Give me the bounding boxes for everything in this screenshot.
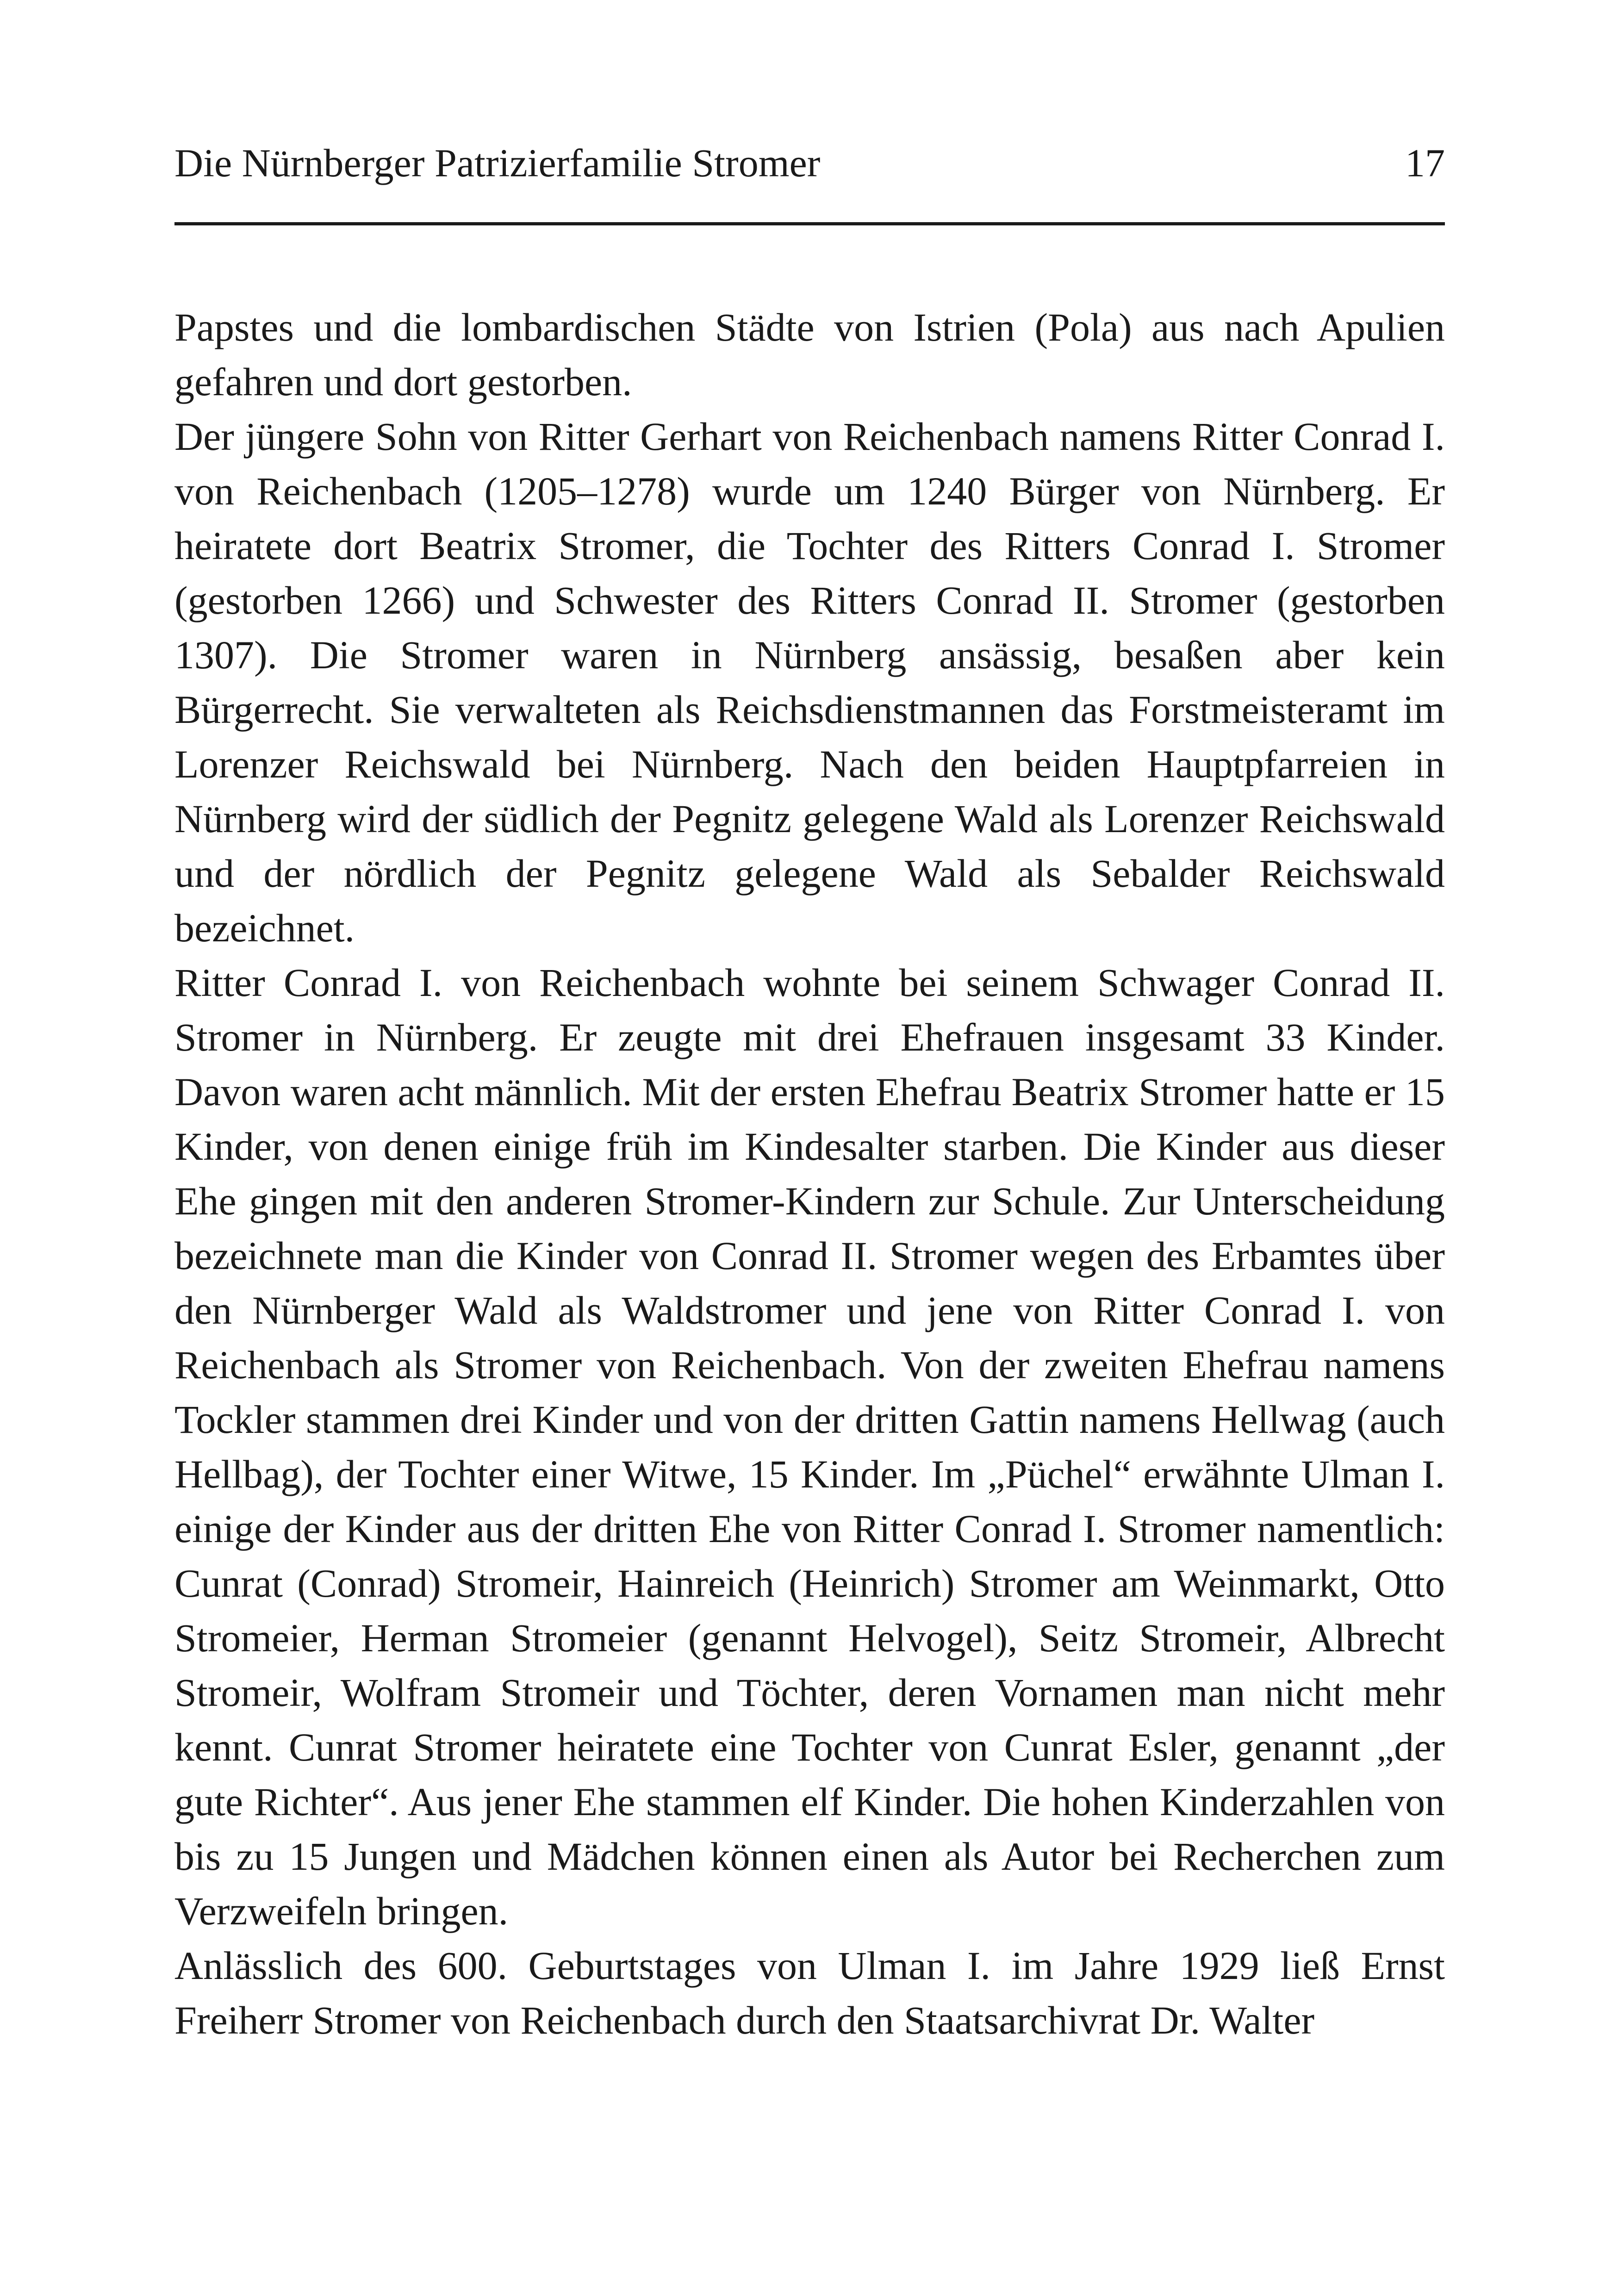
running-title: Die Nürnberger Patrizierfamilie Stromer — [174, 141, 821, 185]
page-number: 17 — [1405, 141, 1445, 185]
book-page — [174, 0, 1445, 2296]
header-rule — [174, 222, 1445, 225]
running-header — [174, 135, 1445, 191]
paragraph: Ritter Conrad I. von Reichenbach wohnte bei seinem Schwager Conrad II. Stromer in Nürnberg. Er zeugte mit drei Ehefrauen insgesamt 33 Kinder. Davon waren acht männlich. Mit der ersten Ehefrau Beatrix Stromer hatte er 15 Kinder, von denen einige früh im Kindesalter starben. Die Kinder aus dieser Ehe gingen mit den anderen Stromer-Kindern zur Schule. Zur Unterscheidung bezeichnete man die Kinder von Conrad II. Stromer wegen des Erbamtes über den Nürnberger Wald als Waldstromer und jene von Ritter Conrad I. von Reichenbach als Stromer von Reichenbach. Von der zweiten Ehefrau namens Tockler stammen drei Kinder und von der dritten Gattin namens Hellwag (auch Hellbag), der Tochter einer Witwe, 15 Kinder. Im „Püchel“ erwähnte Ulman I. einige der Kinder aus der dritten Ehe von Ritter Conrad I. Stromer namentlich: Cunrat (Conrad) Stromeir, Hainreich (Heinrich) Stromer am Weinmarkt, Otto Stromeier, Herman Stromeier (genannt Helvogel), Seitz Stromeir, Albrecht Stromeir, Wolfram Stromeir und Töchter, deren Vornamen man nicht mehr kennt. Cunrat Stromer heiratete eine Tochter von Cunrat Esler, genannt „der gute Richter“. Aus jener Ehe stammen elf Kinder. Die hohen Kinderzahlen von bis zu 15 Jungen und Mädchen können einen als Autor bei Recherchen zum Verzweifeln bringen. — [174, 960, 1445, 1933]
paragraph: Der jüngere Sohn von Ritter Gerhart von Reichenbach namens Ritter Conrad I. von Reichenbach (1205–1278) wurde um 1240 Bürger von Nürnberg. Er heiratete dort Beatrix Stromer, die Tochter des Ritters Conrad I. Stromer (gestorben 1266) und Schwester des Ritters Conrad II. Stromer (gestorben 1307). Die Stromer waren in Nürnberg ansässig, besaßen aber kein Bürgerrecht. Sie verwalteten als Reichsdienstmannen das Forstmeisteramt im Lorenzer Reichswald bei Nürnberg. Nach den beiden Hauptpfarreien in Nürnberg wird der südlich der Pegnitz gelegene Wald als Lorenzer Reichswald und der nördlich der Pegnitz gelegene Wald als Sebalder Reichswald bezeichnet. — [174, 414, 1445, 950]
paragraph: Anlässlich des 600. Geburtstages von Ulman I. im Jahre 1929 ließ Ernst Freiherr Stromer von Reichenbach durch den Staatsarchivrat Dr. Walter — [174, 1943, 1445, 2042]
body-text — [174, 300, 1445, 2047]
paragraph: Papstes und die lombardischen Städte von Istrien (Pola) aus nach Apulien gefahren und dort gestorben. — [174, 305, 1445, 404]
